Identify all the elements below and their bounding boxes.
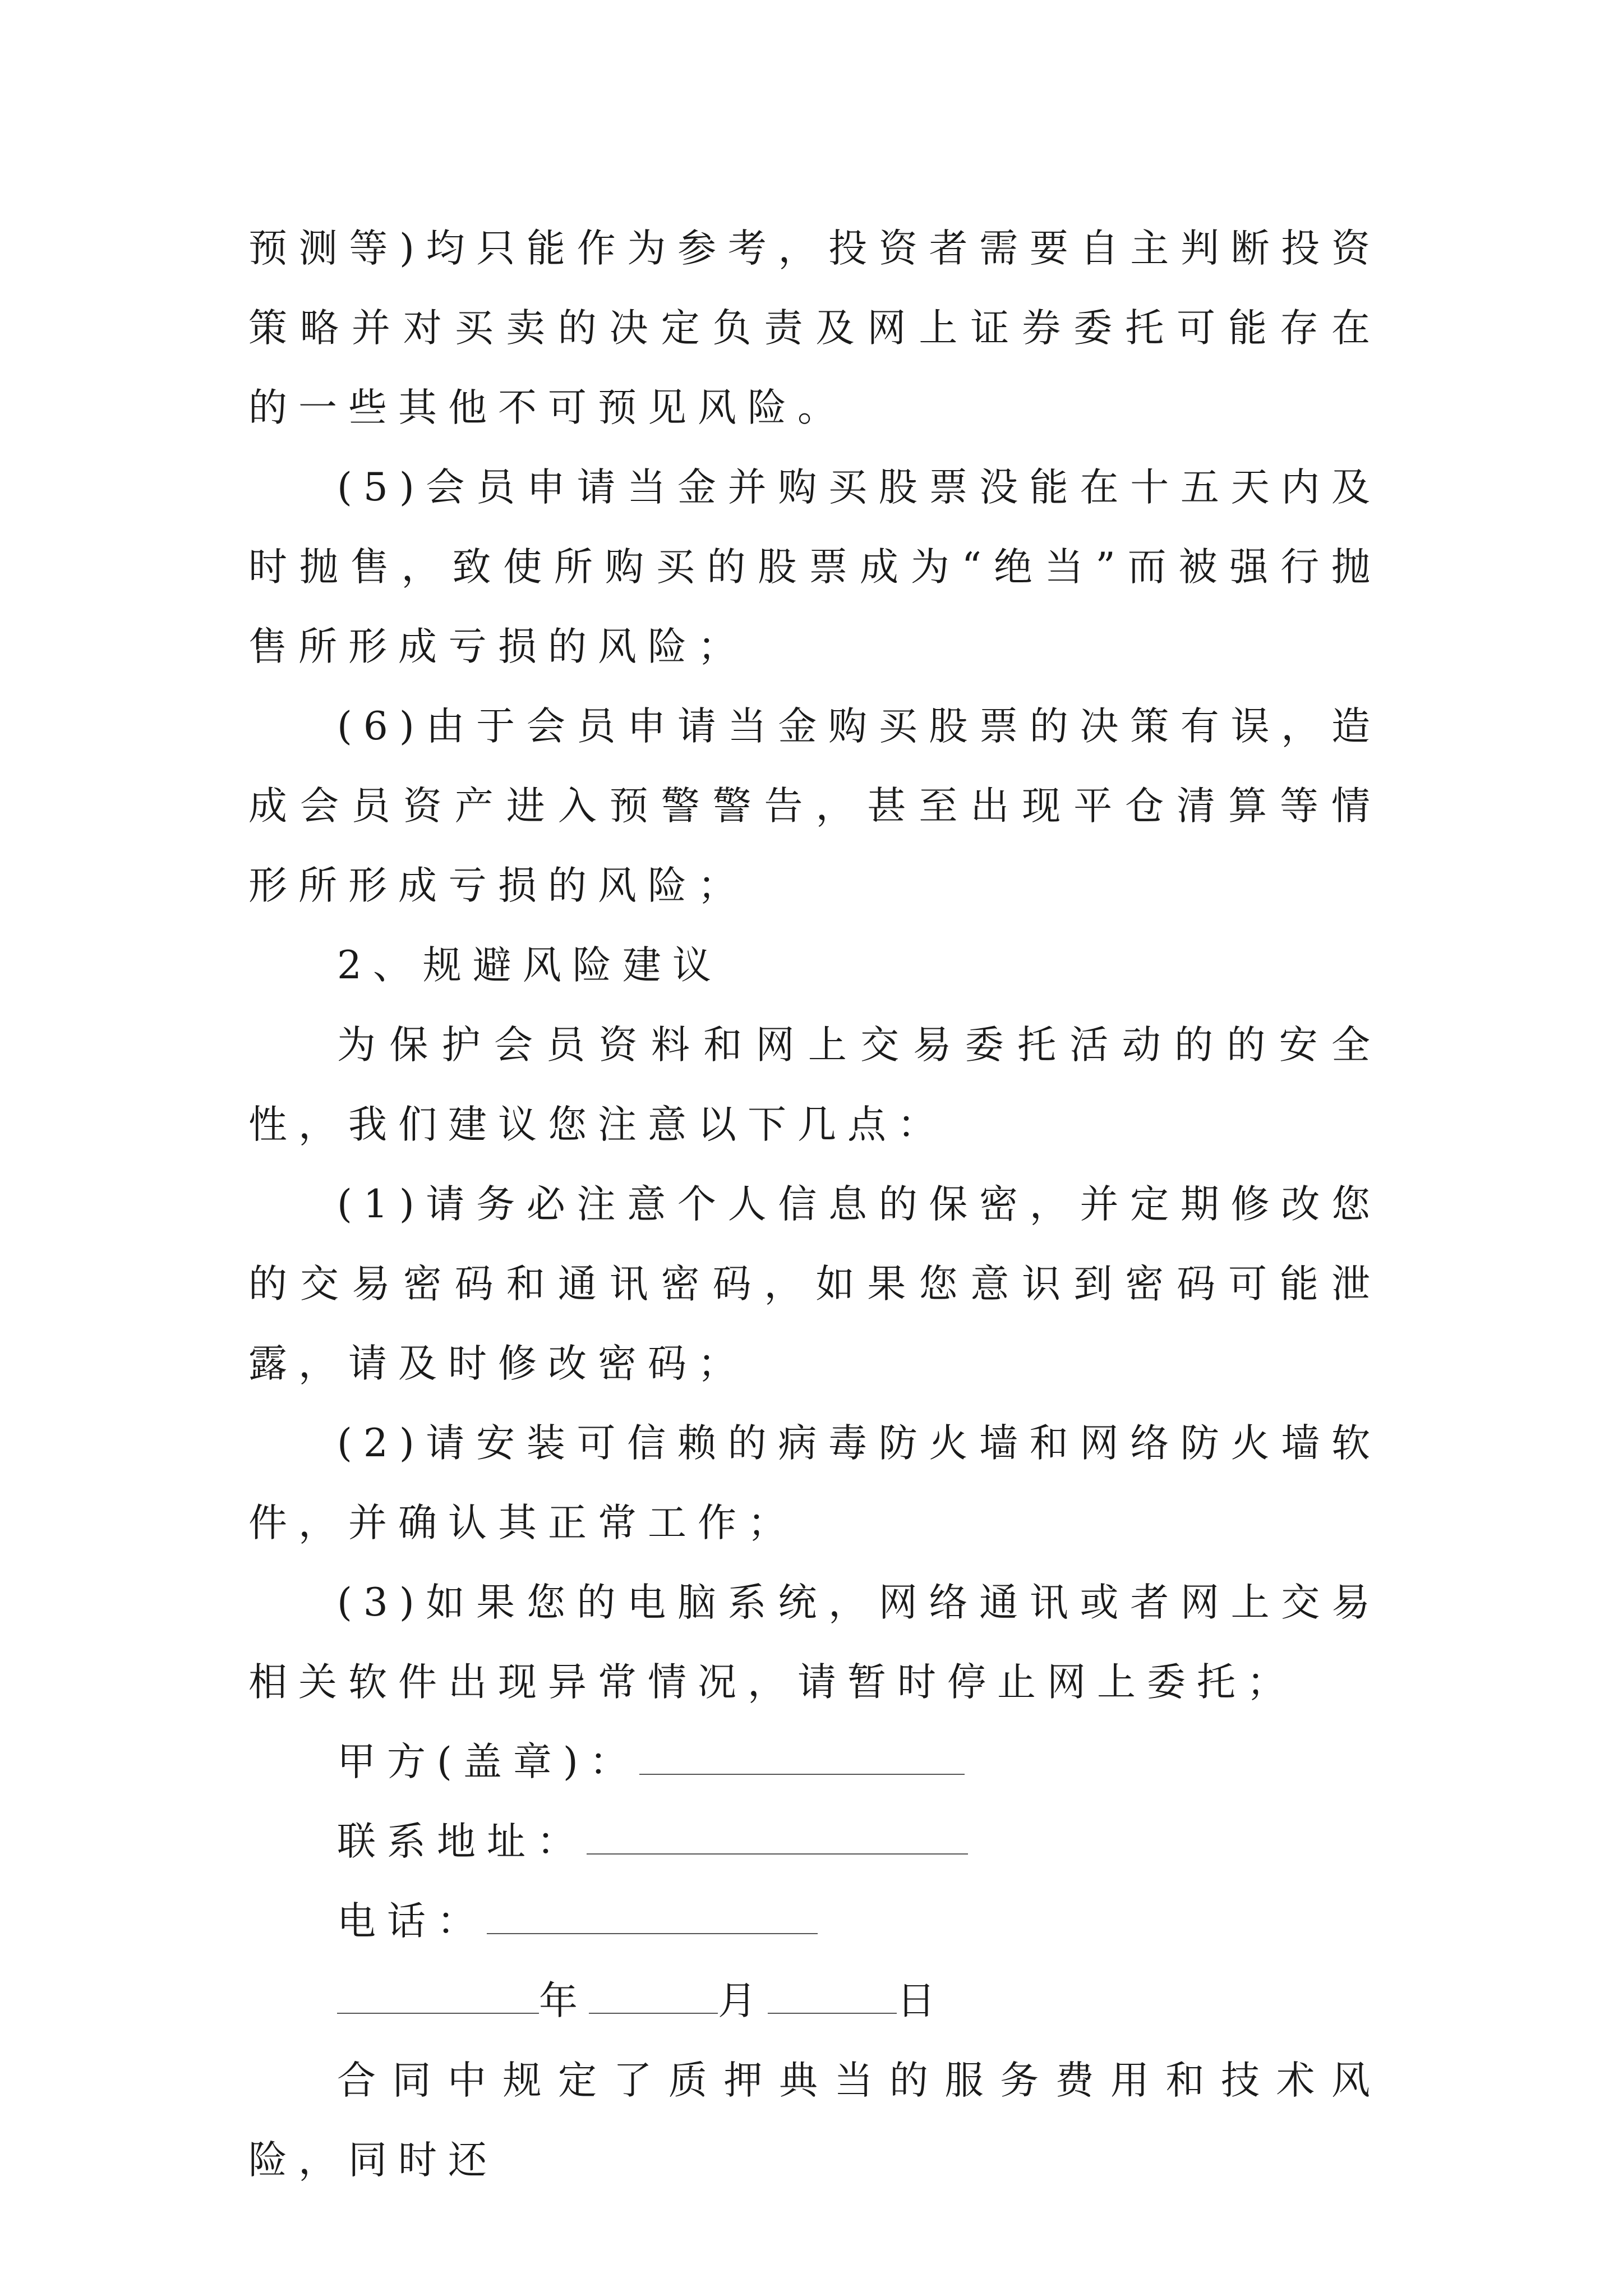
signature-address bbox=[248, 1802, 1381, 1881]
month-blank-line bbox=[589, 1979, 718, 2014]
paragraph-advice-intro: 为保护会员资料和网上交易委托活动的的安全性，我们建议您注意以下几点： bbox=[248, 1023, 1381, 1147]
phone-blank-line bbox=[487, 1899, 818, 1934]
signature-party-a bbox=[248, 1722, 1381, 1802]
signature-date bbox=[248, 1961, 1381, 2041]
section-heading-risk-avoidance: 2、规避风险建议 bbox=[337, 943, 722, 988]
paragraph-risk-continuation: 预测等)均只能作为参考，投资者需要自主判断投资策略并对买卖的决定负责及网上证券委托可能存在的一些其他不可预见风险。 bbox=[248, 226, 1381, 430]
document-body bbox=[248, 209, 1381, 2200]
party-a-blank-line bbox=[639, 1740, 965, 1775]
day-label: 日 bbox=[897, 1978, 947, 2023]
paragraph-advice-item-1: (1)请务必注意个人信息的保密，并定期修改您的交易密码和通讯密码，如果您意识到密码可能泄露，请及时修改密码； bbox=[248, 1182, 1381, 1386]
paragraph-advice-item-3: (3)如果您的电脑系统，网络通讯或者网上交易相关软件出现异常情况，请暂时停止网上委托； bbox=[248, 1580, 1381, 1705]
paragraph-contract-summary: 合同中规定了质押典当的服务费用和技术风险，同时还 bbox=[248, 2058, 1381, 2183]
year-label: 年 bbox=[539, 1978, 589, 2023]
address-label: 联系地址： bbox=[337, 1819, 587, 1864]
paragraph-risk-item-6: (6)由于会员申请当金购买股票的决策有误，造成会员资产进入预警警告，甚至出现平仓清算等情形所形成亏损的风险； bbox=[248, 704, 1381, 908]
month-label: 月 bbox=[718, 1978, 768, 2023]
address-blank-line bbox=[587, 1820, 968, 1855]
signature-phone bbox=[248, 1881, 1381, 1961]
paragraph-advice-item-2: (2)请安装可信赖的病毒防火墙和网络防火墙软件，并确认其正常工作； bbox=[248, 1421, 1381, 1545]
phone-label: 电话： bbox=[337, 1899, 487, 1944]
party-a-label: 甲方(盖章)： bbox=[337, 1740, 639, 1784]
paragraph-risk-item-5: (5)会员申请当金并购买股票没能在十五天内及时抛售，致使所购买的股票成为“绝当”而被强行抛售所形成亏损的风险； bbox=[248, 465, 1381, 669]
day-blank-line bbox=[768, 1979, 897, 2014]
year-blank-line bbox=[337, 1979, 539, 2014]
